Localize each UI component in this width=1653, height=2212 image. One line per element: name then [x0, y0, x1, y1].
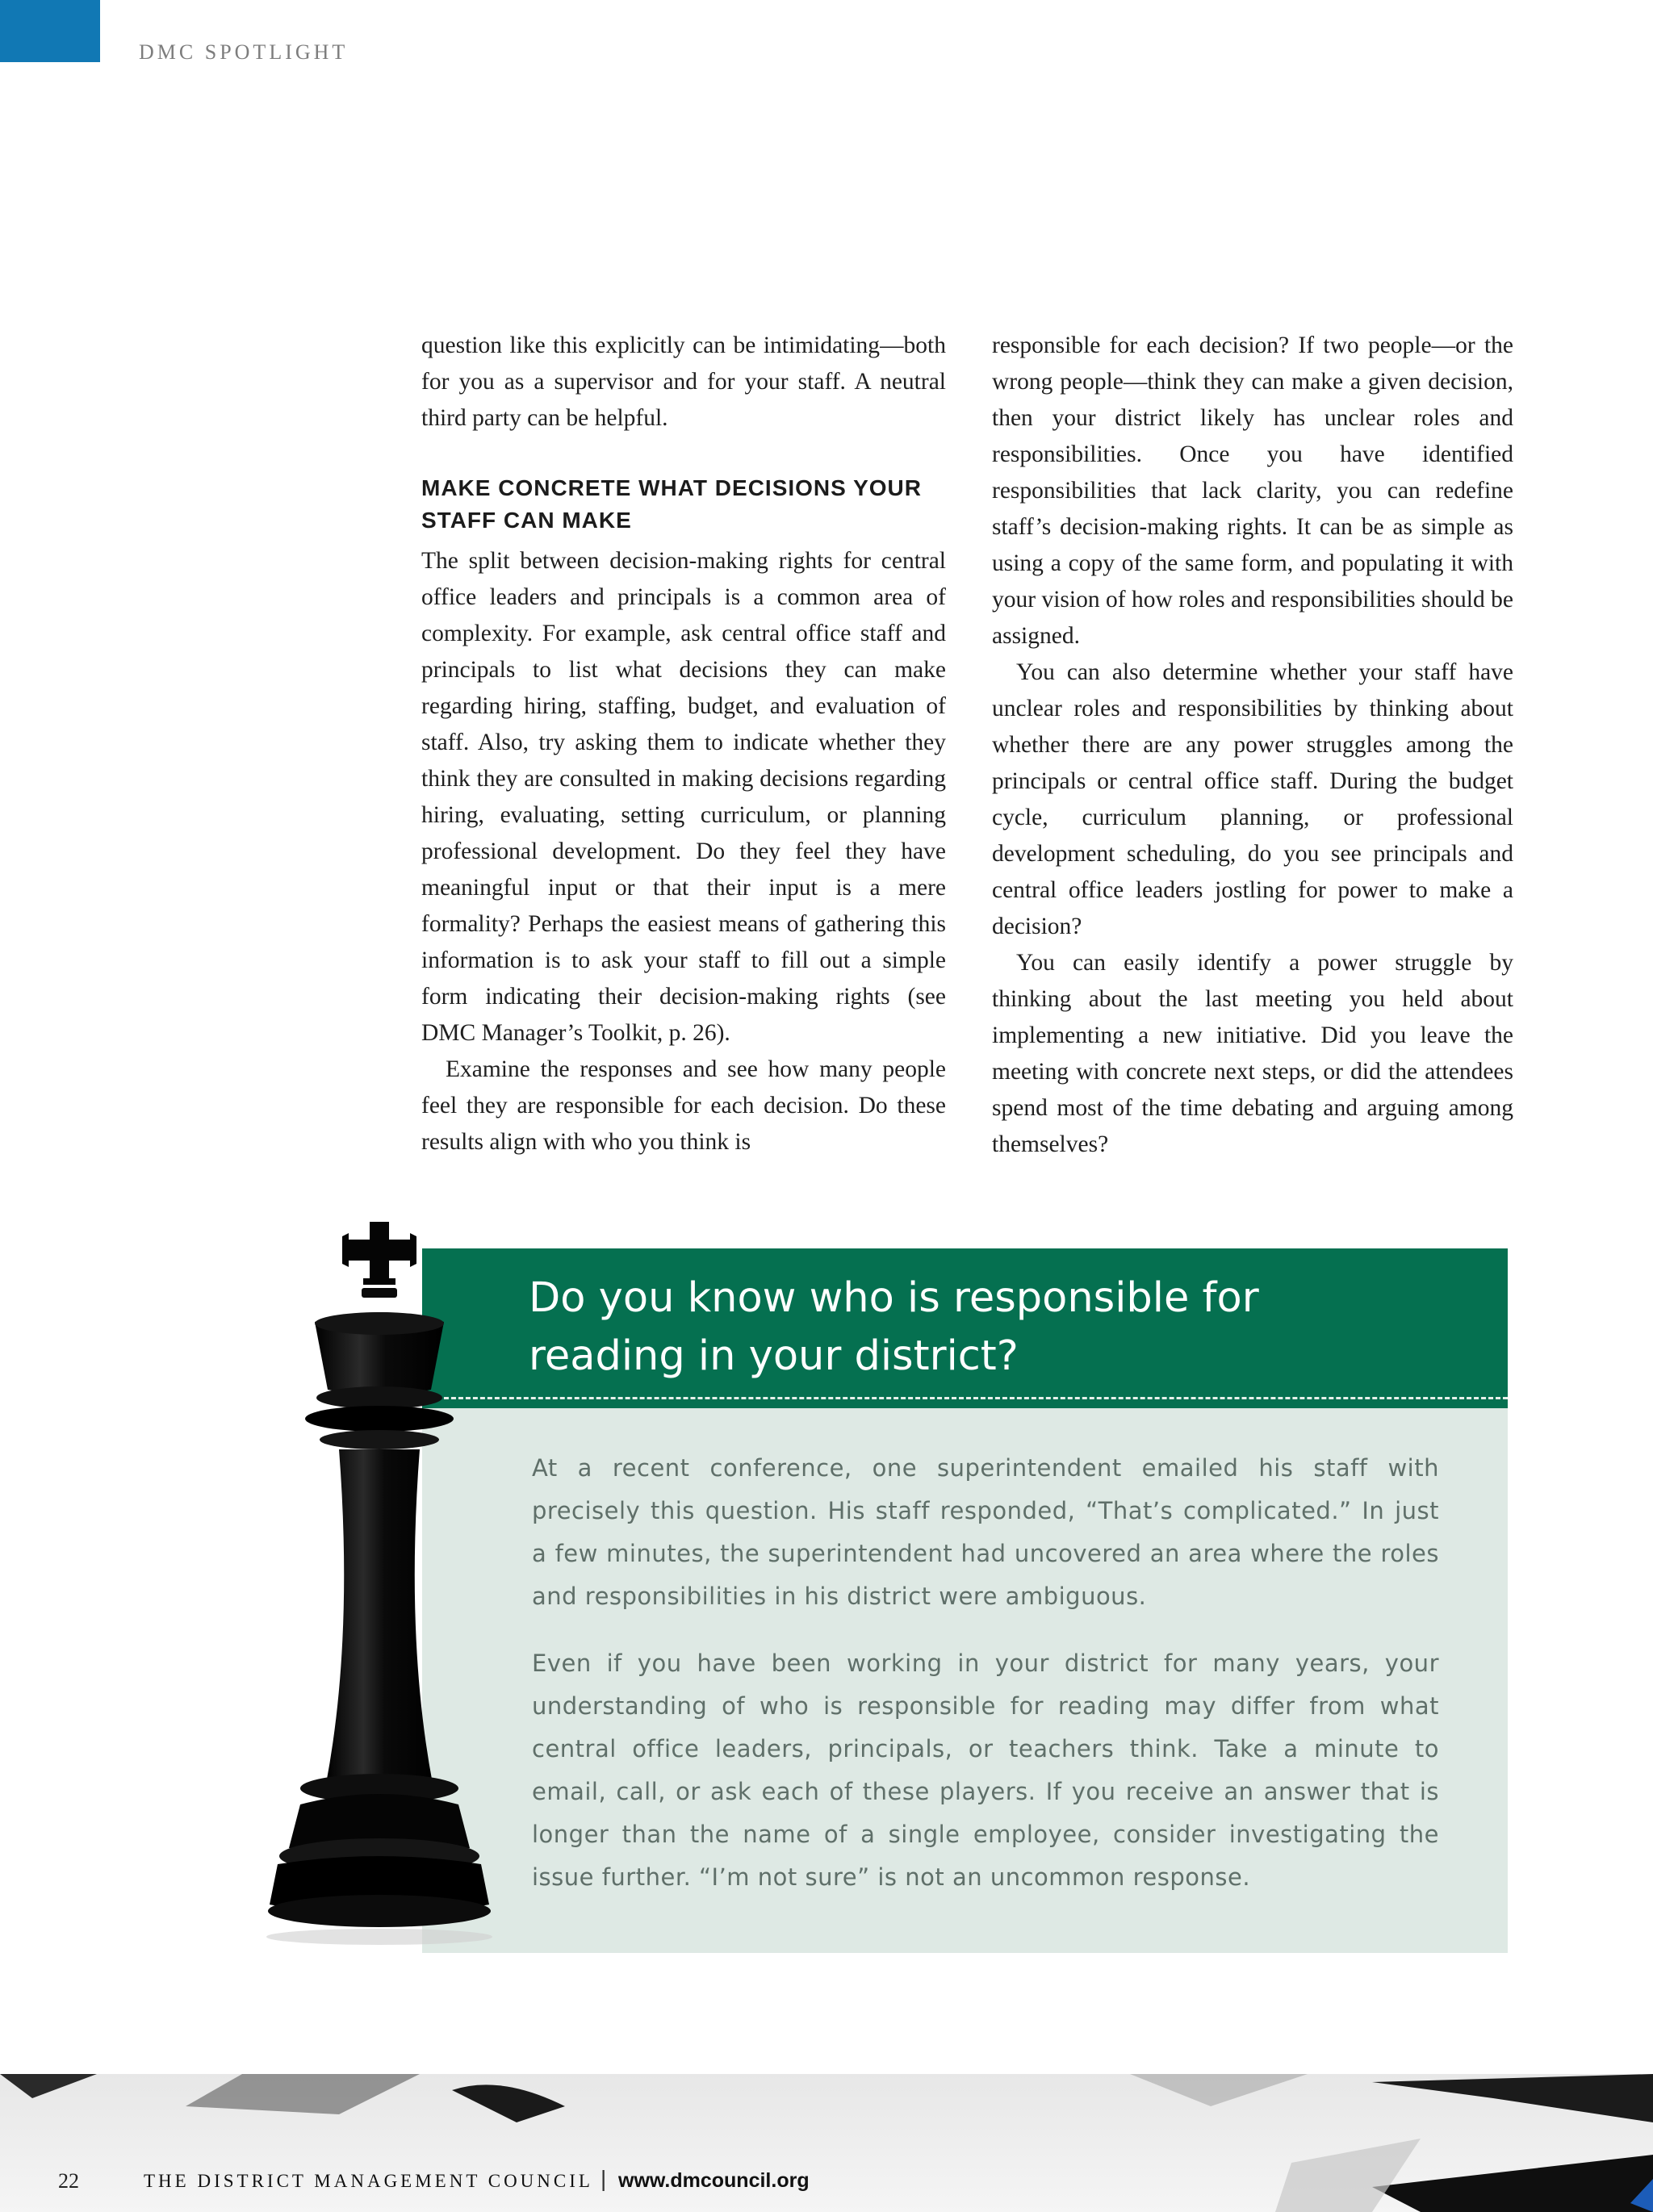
callout-paragraph-1: At a recent conference, one superintendent emailed his staff with precisely this question. His staff responded, “That’s complicated.” In just a few minutes, the superintendent had uncovered an area where the roles and responsibilities in his district were ambiguous. [532, 1454, 1439, 1610]
header-accent-block [0, 0, 100, 62]
footer-separator: | [601, 2166, 607, 2191]
callout-dashed-divider [422, 1397, 1508, 1399]
footer-org-name: THE DISTRICT MANAGEMENT COUNCIL [144, 2171, 593, 2191]
right-paragraph-1: responsible for each decision? If two people—or the wrong people—think they can make a given decision, then your district likely has unclear roles and responsibilities. Once you have identified responsibilities that lack clarity, you can redefine staff’s decision-making rights. It can be as simple as using a copy of the same form, and populating it with your vision of how roles and responsibilities should be assigned. [992, 332, 1513, 649]
left-paragraph-3: Examine the responses and see how many people feel they are responsible for each decision. Do these results align with who you think is [421, 1056, 946, 1155]
right-paragraph-3: You can easily identify a power struggle by thinking about the last meeting you held about implementing a new initiative. Did you leave the meeting with concrete next steps, or did the attendees spend most of the time debating and arguing among themselves? [992, 950, 1513, 1157]
page-number: 22 [58, 2169, 79, 2193]
left-paragraph-2: The split between decision-making rights for central office leaders and principals is a common area of complexity. For example, ask central office staff and principals to list what decisions they can make regarding hiring, staffing, budget, and evaluation of staff. Also, try asking them to indicate whether they think they are consulted in making decisions regarding hiring, evaluating, setting curriculum, or planning professional development. Do they feel they have meaningful input or that their input is a mere formality? Perhaps the easiest means of gathering this information is to ask your staff to fill out a simple form indicating their decision-making rights (see DMC Manager’s Toolkit, p. 26). [421, 548, 946, 1046]
callout-header [422, 1248, 1508, 1408]
article-left-column [421, 328, 946, 1160]
section-label: DMC SPOTLIGHT [139, 40, 349, 64]
article-right-column [992, 328, 1513, 1163]
footer-website-link[interactable]: www.dmcouncil.org [618, 2169, 810, 2192]
left-paragraph-1: question like this explicitly can be intimidating—both for you as a supervisor and for your staff. A neutral third party can be helpful. [421, 332, 946, 431]
right-paragraph-2: You can also determine whether your staff have unclear roles and responsibilities by thinking about whether there are any power struggles among the principals or central office staff. During the budget cycle, curriculum planning, or professional development scheduling, do you see principals and central office leaders jostling for power to make a decision? [992, 659, 1513, 939]
callout-paragraph-2: Even if you have been working in your district for many years, your understanding of who is responsible for reading may differ from what central office leaders, principals, or teachers think. Take a minute to email, call, or ask each of these players. If you receive an answer that is longer than the name of a single employee, consider investigating the issue further. “I’m not sure” is not an uncommon response. [532, 1650, 1439, 1891]
section-subheading: MAKE CONCRETE WHAT DECISIONS YOUR STAFF CAN MAKE [421, 475, 922, 533]
chess-king-icon [258, 1219, 533, 1949]
callout-body [422, 1408, 1508, 1953]
callout-title: Do you know who is responsible for reading in your district? [529, 1274, 1259, 1380]
callout-box [422, 1248, 1508, 1953]
